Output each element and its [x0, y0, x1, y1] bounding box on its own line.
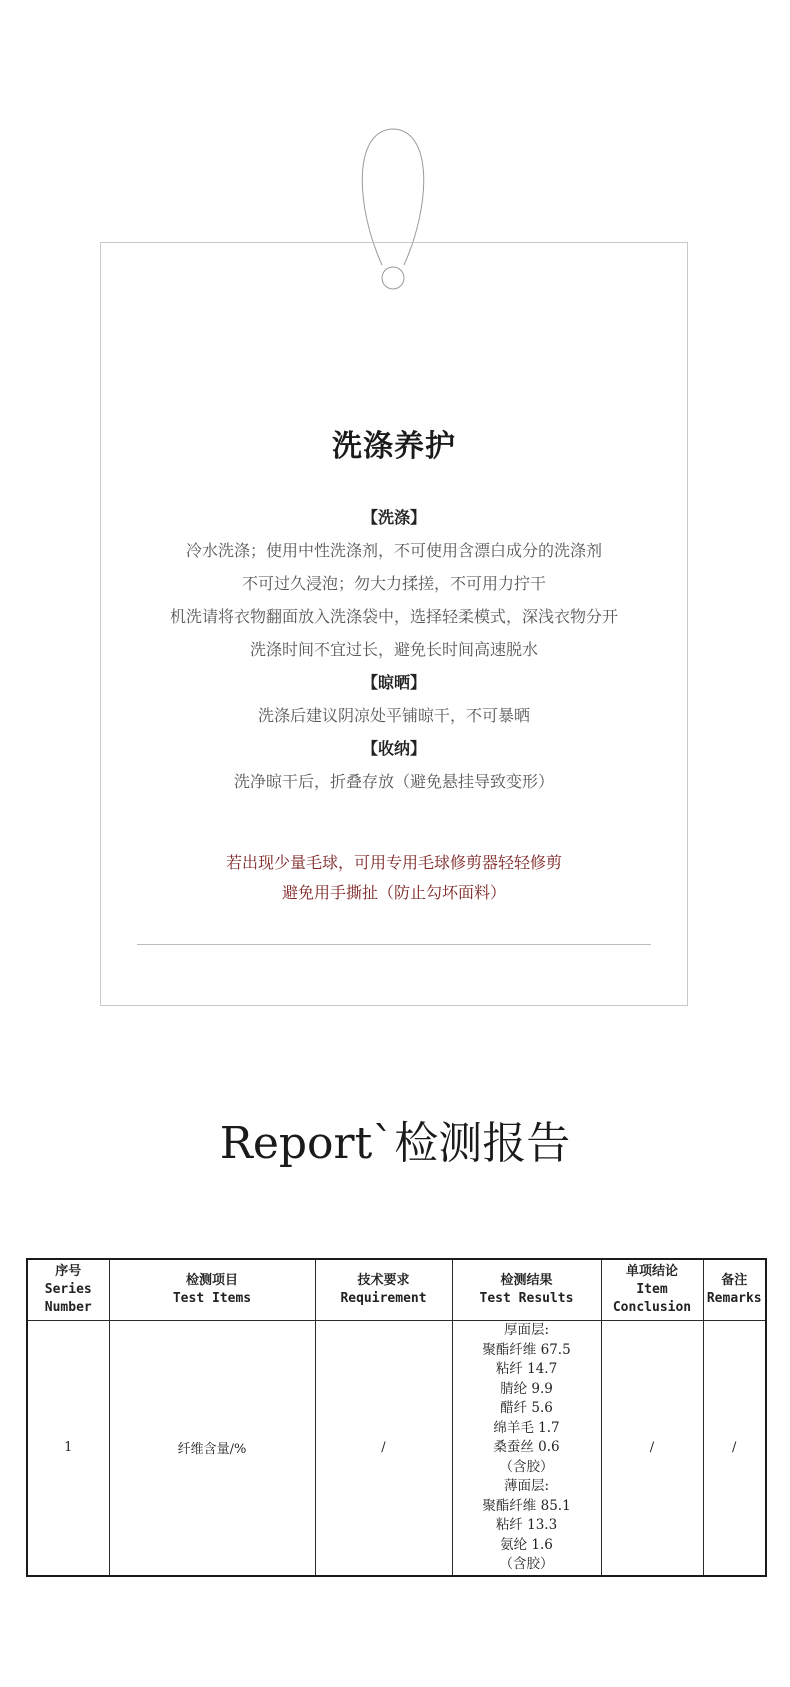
- header-requirement: 技术要求 Requirement: [315, 1259, 452, 1321]
- cell-remarks: /: [703, 1321, 766, 1576]
- cell-number: 1: [27, 1321, 109, 1576]
- table-row: [27, 1321, 766, 1576]
- header-test-items: 检测项目 Test Items: [109, 1259, 315, 1321]
- pilling-note: [101, 848, 687, 908]
- result-line: 厚面层:: [503, 1322, 550, 1338]
- section-heading-dry: 【晾晒】: [361, 673, 426, 692]
- dry-line: 洗涤后建议阴凉处平铺晾干，不可暴晒: [257, 706, 530, 725]
- divider: [137, 944, 651, 945]
- result-line: 薄面层:: [503, 1478, 550, 1494]
- storage-line: 洗净晾干后，折叠存放（避免悬挂导致变形）: [233, 772, 554, 791]
- result-line: 氨纶 1.6: [500, 1536, 553, 1553]
- wash-line: 冷水洗涤；使用中性洗涤剂，不可使用含漂白成分的洗涤剂: [185, 541, 602, 560]
- note-line: 避免用手撕扯（防止勾坏面料）: [281, 883, 506, 902]
- cell-results: [452, 1321, 601, 1576]
- header-test-results: 检测结果 Test Results: [452, 1259, 601, 1321]
- note-line: 若出现少量毛球，可用专用毛球修剪器轻轻修剪: [225, 853, 562, 872]
- cell-item: 纤维含量/%: [109, 1321, 315, 1576]
- care-tag: [100, 242, 688, 1006]
- wash-line: 不可过久浸泡；勿大力揉搓，不可用力拧干: [241, 574, 546, 593]
- result-line: 聚酯纤维 85.1: [482, 1497, 571, 1514]
- result-line: 桑蚕丝 0.6: [493, 1439, 560, 1455]
- table-header-row: [27, 1259, 766, 1321]
- care-title: 洗涤养护: [332, 429, 456, 464]
- header-series-number: 序号 Series Number: [27, 1259, 109, 1321]
- result-line: 醋纤 5.6: [500, 1400, 553, 1416]
- result-line: 聚酯纤维 67.5: [482, 1341, 571, 1358]
- cell-conclusion: /: [601, 1321, 703, 1576]
- report-table: [26, 1258, 767, 1577]
- report-title: Report`检测报告: [219, 1118, 571, 1169]
- result-line: 腈纶 9.9: [500, 1380, 553, 1397]
- cell-requirement: /: [315, 1321, 452, 1576]
- header-item-conclusion: 单项结论 Item Conclusion: [601, 1259, 703, 1321]
- result-line: （含胶）: [499, 1556, 554, 1572]
- result-line: （含胶）: [499, 1458, 554, 1475]
- wash-line: 机洗请将衣物翻面放入洗涤袋中，选择轻柔模式，深浅衣物分开: [169, 607, 618, 626]
- result-line: 粘纤 14.7: [495, 1361, 558, 1377]
- care-instructions: [101, 501, 687, 798]
- result-line: 绵羊毛 1.7: [493, 1419, 560, 1436]
- section-heading-storage: 【收纳】: [361, 739, 426, 758]
- header-remarks: 备注 Remarks: [703, 1259, 766, 1321]
- section-heading-wash: 【洗涤】: [361, 508, 426, 527]
- wash-line: 洗涤时间不宜过长，避免长时间高速脱水: [249, 640, 538, 659]
- result-line: 粘纤 13.3: [495, 1517, 558, 1533]
